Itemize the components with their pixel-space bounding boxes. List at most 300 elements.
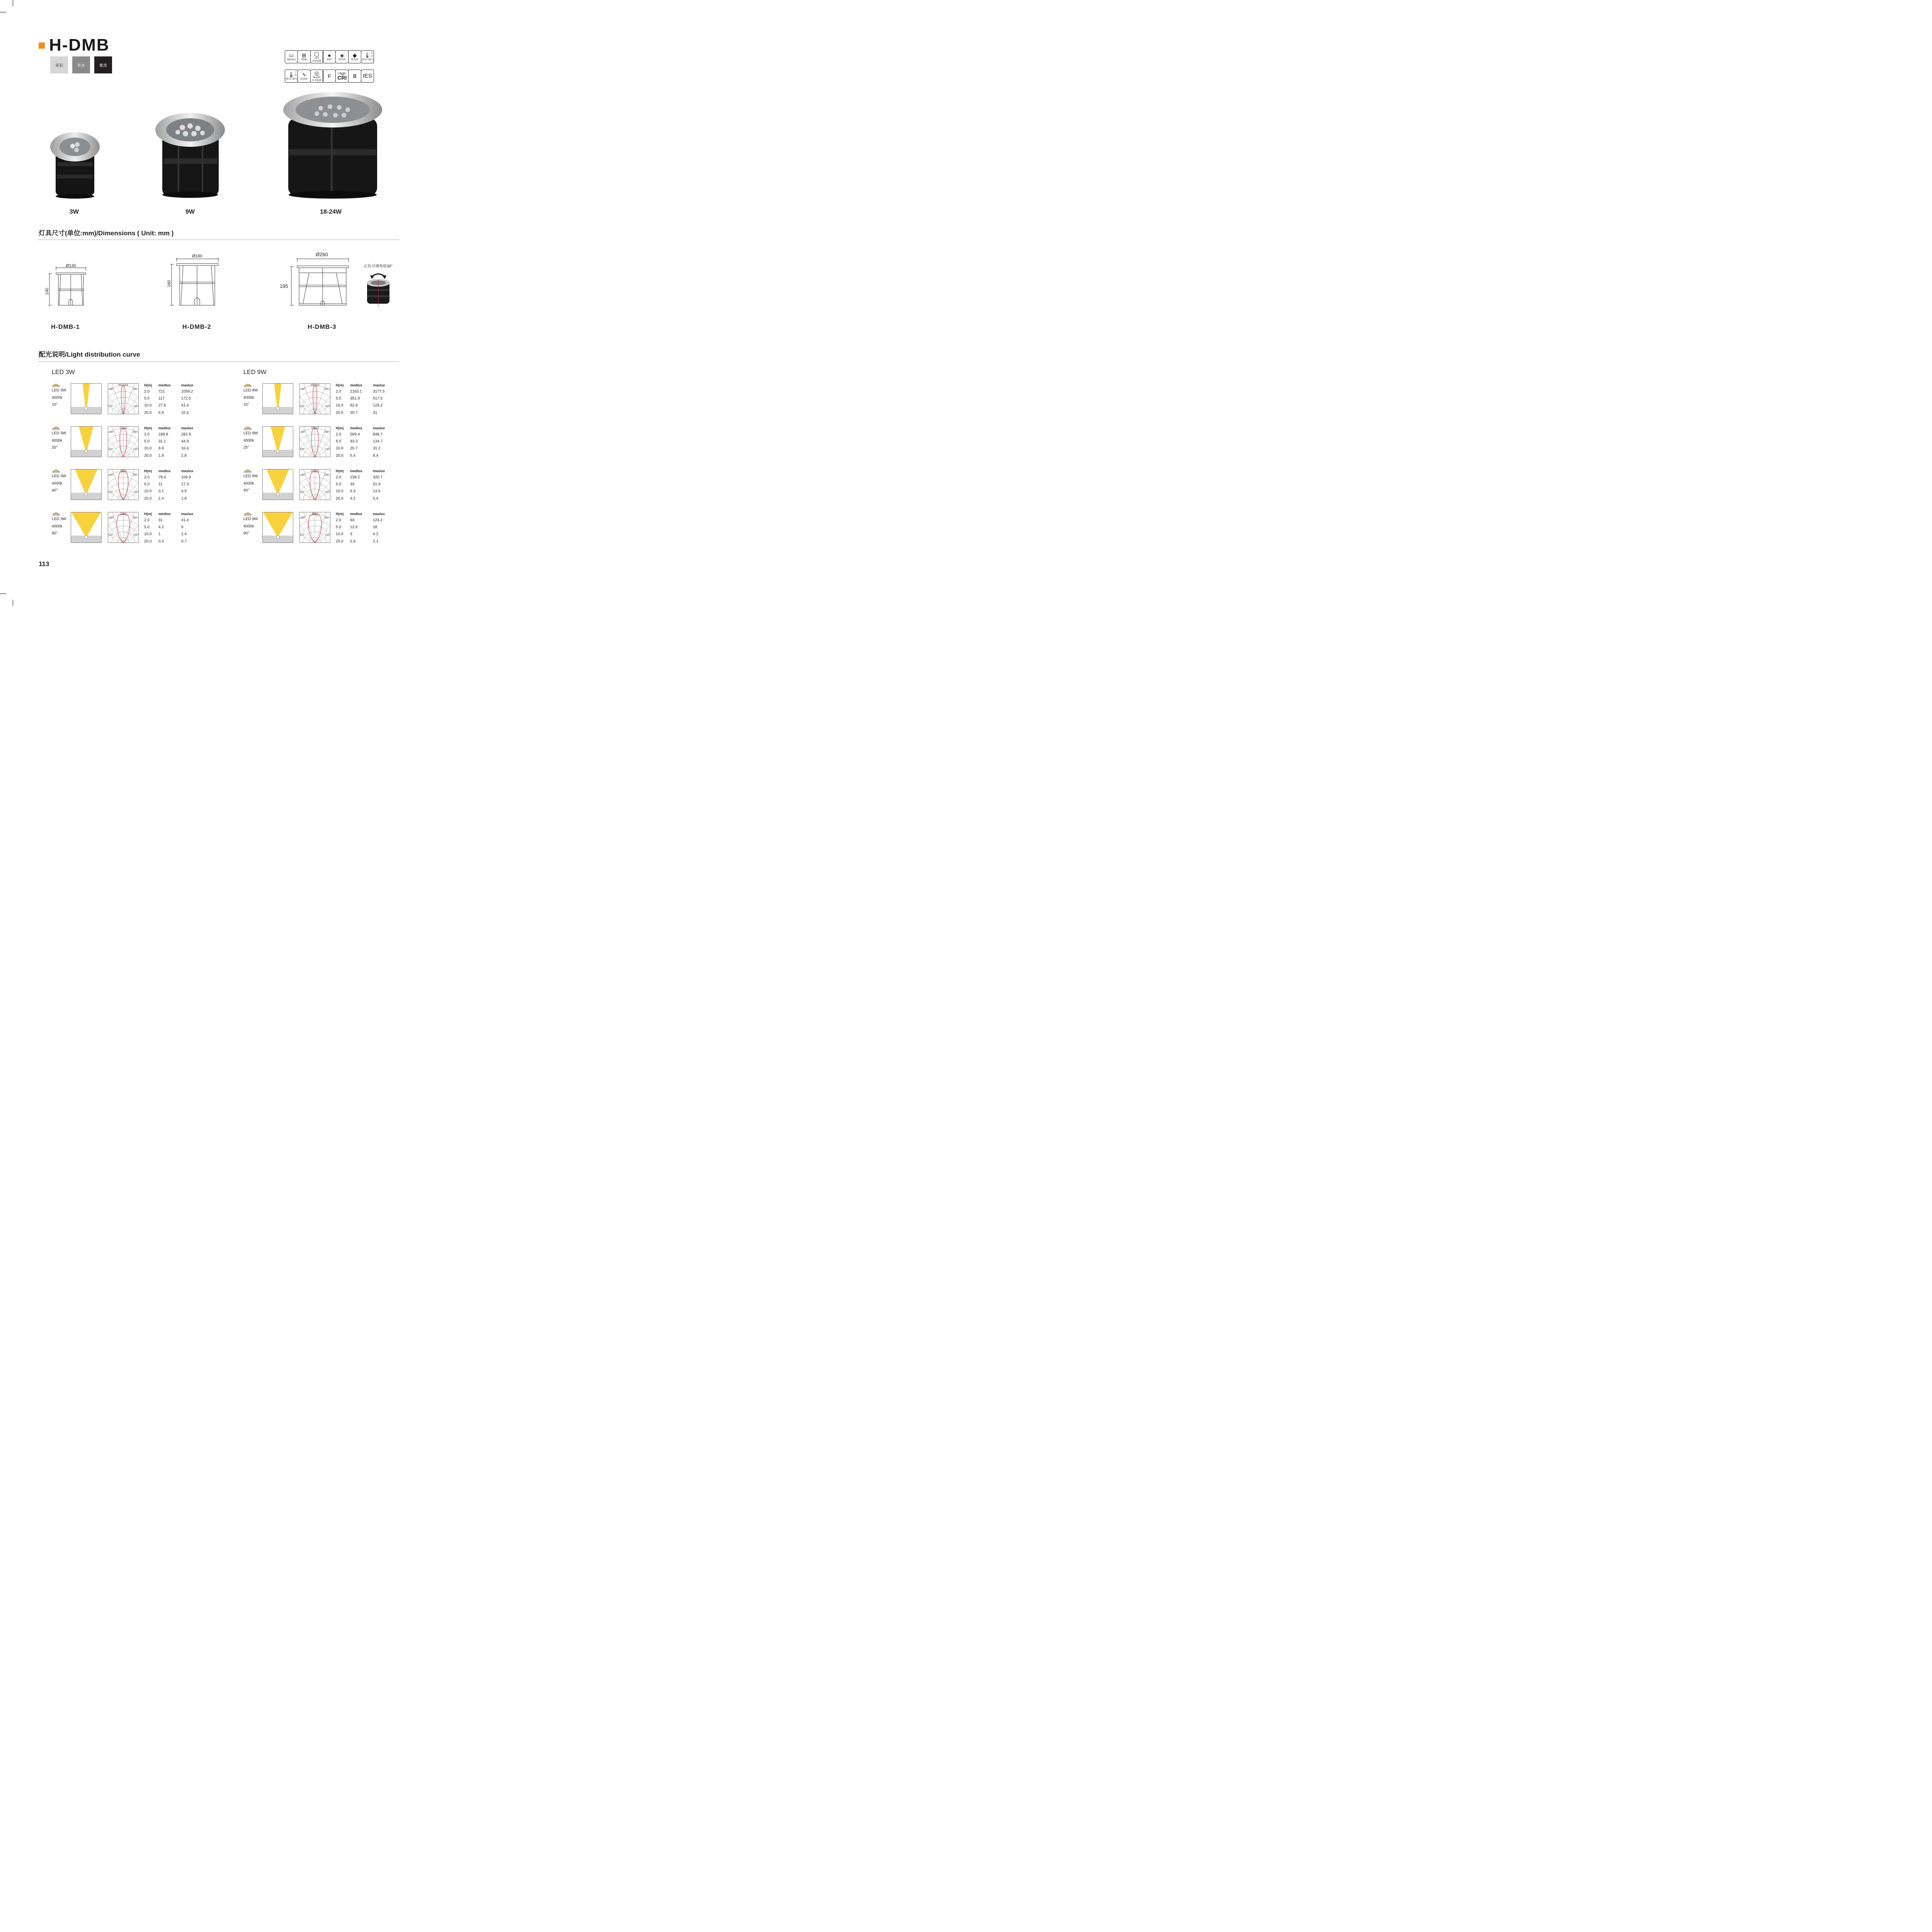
medlux-value: 0.3 [158,539,164,544]
height-value: 2.0 [336,518,341,522]
icon-glyph: ● [328,52,331,58]
column-header: maxlux [181,469,194,473]
column-header: H(m) [144,469,152,473]
maxlux-value: 517.5 [373,396,383,401]
color-swatch [50,56,68,73]
watt-label: 3W [70,209,79,215]
icon-glyph: ▭ [289,52,294,58]
height-value: 5.0 [336,439,341,444]
beam-illustration [262,426,293,457]
table-row [144,531,201,538]
icon-glyph: 🌡 [364,52,371,58]
product-image-3w [49,131,100,199]
table-header-row [336,511,392,517]
color-swatch [72,56,90,73]
icon-glyph: F [328,73,331,79]
lamp-icon [243,512,252,515]
class-iii-icon [348,70,361,83]
spec-model: LED 3W [52,388,66,393]
height-value: 2.0 [144,432,150,437]
column-header: maxlux [373,383,385,387]
icon-glyph: ◆ [352,52,357,58]
height-value: 2.0 [336,432,341,437]
angle-label: 150° [133,517,138,519]
medlux-value: 721 [158,389,165,394]
maxlux-value: 124.2 [373,403,383,408]
high-cri-icon [335,70,349,83]
lightning-icon [298,70,311,83]
height-value: 20.0 [336,453,344,458]
spec-cct: 4000k [52,481,63,486]
column-header: H(m) [144,426,152,430]
height-value: 5.0 [144,525,150,529]
illuminance-table [336,383,392,416]
led-spec [52,516,66,537]
medlux-value: 5.4 [350,453,355,458]
medlux-value: 569.4 [350,432,360,437]
medlux-value: 1.8 [158,453,164,458]
angle-label: 120° [325,534,330,536]
light-distribution-heading: 配光说明/Light distribution curve [39,351,140,358]
icon-label: CRI [337,75,347,81]
maxlux-value: 0.7 [181,539,187,544]
table-header-row [144,425,201,431]
peak-intensity-label: 1121cd [119,427,127,429]
table-header-row [144,468,201,474]
medlux-value: 93.3 [350,439,358,444]
icon-glyph: Ⅲ [353,73,357,79]
polar-curve [108,512,139,543]
icon-label: IP67 [327,58,332,61]
maxlux-value: 8.4 [373,453,378,458]
maxlux-value: 18 [373,525,378,529]
dmx-icon [285,50,298,63]
beam-cone [263,512,293,543]
icon-glyph: ▢ [314,50,320,57]
height-value: 20.0 [144,539,152,544]
table-header-row [336,383,392,388]
dimension-drawing-h-dmb-3 [287,255,351,309]
thermometer-icon [285,70,298,83]
peak-intensity-label: 384cd [311,513,318,515]
table-row [144,445,201,452]
height-value: 20.0 [336,496,344,501]
table-row [336,409,392,416]
thermometer-icon [361,50,374,63]
maxlux-value: 41.4 [181,518,189,522]
color-swatch [94,56,112,73]
table-header-row [336,425,392,431]
table-row [336,524,392,531]
table-row [144,517,201,524]
table-row [336,488,392,495]
icon-label: IES [362,73,372,79]
angle-label: 120° [325,491,330,493]
dimensions-heading: 灯具尺寸(单位:mm)/Dimensions ( Unit: mm ) [39,230,174,237]
column-header: maxlux [373,469,385,473]
height-value: 20.0 [144,453,152,458]
icon-sub-label: High [338,71,346,75]
lamp-icon [52,512,60,515]
product-image-18-24w [282,91,383,199]
angle-label: 150° [109,431,114,434]
angle-label: 150° [301,474,306,476]
watt-label: 18-24W [320,209,342,215]
icon-label: DMX512 [287,58,296,61]
maxlux-value: 1.8 [181,496,187,501]
angle-label: 120° [109,534,114,536]
beam-illustration [262,383,293,414]
table-row [336,438,392,445]
angle-label: 120° [325,448,330,451]
medlux-value: 20.7 [350,410,358,415]
icon-label: DC24V [300,78,308,80]
polar-curve [299,426,330,457]
divider [39,361,399,362]
maxlux-value: 2.8 [181,453,187,458]
spec-angle: 25° [52,446,58,450]
icon-label: 挤压铝 [338,58,346,61]
led-column-title: LED 3W [52,369,75,376]
height-value: 2.0 [336,389,341,394]
medlux-value: 2163.1 [350,389,362,394]
spec-model: LED 3W [52,431,66,435]
spec-model: LED 9W [243,388,258,393]
height-value: 10.0 [144,446,152,451]
swatch-label: 雅黑 [99,63,107,68]
spec-angle: 40° [52,488,58,493]
led-spec [243,473,258,495]
medlux-value: 9.3 [350,489,355,494]
angle-label: 120° [133,491,138,493]
spec-cct: 4000k [243,481,254,486]
beam-cone [71,427,101,457]
beam-illustration [262,469,293,500]
table-row [144,388,201,395]
maxlux-value: 6 [181,525,184,529]
title-marker [39,43,45,49]
medlux-value: 12.6 [350,525,358,529]
ies-icon [361,70,374,83]
height-value: 10.0 [144,532,152,537]
column-header: maxlux [181,512,194,516]
medlux-value: 6.9 [158,446,164,451]
angle-label: 120° [109,491,114,493]
table-row [336,481,392,488]
height-value: 10.0 [336,403,344,408]
table-row [336,495,392,502]
spec-cct: 4000k [243,395,254,400]
led-spec [243,387,258,409]
beam-illustration [71,383,102,414]
table-row [144,481,201,488]
icon-sub-label: NLQST [313,76,321,79]
medlux-value: 1 [158,532,161,537]
peak-intensity-label: 1035cd [311,470,319,472]
height-value: 20.0 [144,410,152,415]
icon-label: -25°C~50°C [361,58,374,61]
column-header: medlux [158,512,171,516]
angle-label: 150° [324,474,329,476]
column-header: H(m) [144,383,152,387]
illuminance-table [144,511,201,545]
table-row [336,402,392,409]
medlux-value: 11 [158,482,163,486]
table-row [144,452,201,459]
page-title: H-DMB [49,36,110,54]
height-value: 10.0 [144,403,152,408]
height-value: 10.0 [336,489,344,494]
model-name: H-DMB-2 [182,324,211,330]
polar-curve [108,426,139,457]
watt-label: 9W [185,209,195,215]
medlux-value: 33 [350,482,355,486]
table-row [336,531,392,538]
height-value: 2.0 [144,389,150,394]
maxlux-value: 10.4 [181,446,189,451]
angle-label: 150° [109,474,114,476]
maxlux-value: 1.4 [181,532,187,537]
tilt-note: 正负可调角度30° [364,264,393,269]
icon-glyph: ⊞ [301,52,306,58]
table-row [336,395,392,402]
beam-cone [263,427,293,457]
beam-cone [71,512,101,543]
spec-angle: 10° [243,403,250,407]
table-row [144,409,201,416]
medlux-value: 20.7 [350,446,358,451]
table-row [336,452,392,459]
maxlux-value: 44.9 [181,439,189,444]
column-header: H(m) [336,469,344,473]
beam-illustration [71,426,102,457]
table-row [144,474,201,481]
icon-glyph: 🌡 [288,71,295,78]
spec-cct: 4000k [52,524,63,529]
peak-intensity-label: 4312.5cd [118,384,128,386]
spec-cct: 4000k [243,438,254,443]
icon-label: 安全检测 [312,79,321,82]
beam-cone [263,469,293,500]
height-value: 5.0 [336,396,341,401]
angle-label: 120° [133,448,138,451]
maxlux-value: 10.4 [181,410,189,415]
rdm-icon [298,50,311,63]
diameter-label: Ø160 [192,254,202,259]
swatch-label: 铁灰 [77,63,85,68]
model-name: H-DMB-3 [308,324,337,330]
medlux-value: 93 [350,518,355,522]
height-value: 5.0 [144,439,150,444]
table-row [144,402,201,409]
angle-label: 120° [109,405,114,408]
lamp-icon [52,469,60,473]
angle-label: 150° [324,517,329,519]
table-row [144,495,201,502]
icon-label: 银灰黑 [351,58,358,61]
height-value: 10.0 [336,446,344,451]
peak-intensity-label: 128cd [120,513,127,515]
angle-label: 120° [133,534,138,536]
diameter-label: Ø130 [66,264,76,268]
beam-illustration [262,512,293,543]
table-row [336,517,392,524]
f-mark-icon [323,70,336,83]
maxlux-value: 41.4 [181,403,189,408]
maxlux-value: 17.3 [181,482,189,486]
angle-label: 150° [133,431,138,434]
led-spec [52,430,66,452]
illuminance-table [144,468,201,502]
column-header: medlux [350,426,362,430]
lamp-icon [243,426,252,430]
lamp-icon [52,383,60,387]
spec-model: LED 9W [243,474,258,478]
column-header: medlux [350,383,362,387]
column-header: H(m) [336,512,344,516]
icon-sub-label: ≥0.9 [314,57,319,60]
height-value: 5.0 [144,482,150,486]
icon-glyph: ◈ [340,52,344,58]
maxlux-value: 51.9 [373,482,381,486]
maxlux-value: 13.5 [373,489,381,494]
table-row [144,488,201,495]
spec-angle: 60° [52,531,58,536]
angle-label: 120° [300,448,305,451]
spec-angle: 60° [243,531,250,536]
page-number: 113 [39,560,49,568]
illuminance-table [144,425,201,459]
spec-model: LED 9W [243,431,258,435]
height-label: 195 [280,283,288,289]
medlux-value: 79.4 [158,475,166,480]
maxlux-value: 2.1 [373,539,378,544]
tilt-illustration [363,270,393,308]
led-spec [52,473,66,495]
maxlux-value: 4.2 [373,532,378,537]
angle-label: 120° [300,534,305,536]
illuminance-table [336,468,392,502]
led-column-title: LED 9W [243,369,267,376]
spec-model: LED 9W [243,517,258,521]
table-header-row [144,511,201,517]
column-header: maxlux [181,426,194,430]
angle-label: 150° [133,388,138,391]
height-value: 10.0 [336,532,344,537]
icon-label: RDM [301,58,307,61]
angle-label: 150° [109,517,114,519]
angle-label: 150° [324,431,329,434]
height-value: 20.0 [144,496,152,501]
medlux-value: 4.2 [350,496,355,501]
icon-label: 功率因数 [312,60,321,63]
product-image-9w [155,112,226,199]
angle-label: 150° [109,388,114,391]
angle-label: 150° [133,474,138,476]
icon-side-label: 工作 [294,71,297,77]
table-header-row [144,383,201,388]
medlux-value: 3.1 [158,489,164,494]
angle-label: 120° [109,448,114,451]
maxlux-value: 172.5 [181,396,191,401]
icon-label: -35°C~50°C [285,78,298,80]
peak-intensity-label: 15525cd [310,384,320,386]
table-row [144,395,201,402]
lamp-icon [243,383,252,387]
spec-angle: 10° [52,403,58,407]
beam-illustration [71,469,102,500]
maxlux-value: 4.5 [181,489,187,494]
spec-angle: 25° [243,446,250,450]
medlux-value: 6.9 [158,410,164,415]
medlux-value: 238.2 [350,475,360,480]
angle-label: 150° [301,388,306,391]
column-header: medlux [350,469,362,473]
maxlux-value: 134.7 [373,439,383,444]
spec-model: LED 3W [52,474,66,478]
polar-curve [299,383,330,414]
polar-curve [299,469,330,500]
maxlux-value: 3177.5 [373,389,385,394]
height-value: 5.0 [336,482,341,486]
column-header: medlux [350,512,362,516]
angle-label: 120° [300,405,305,408]
maxlux-value: 848.7 [373,432,383,437]
angle-label: 120° [325,405,330,408]
maxlux-value: 106.9 [181,475,191,480]
maxlux-value: 320.7 [373,475,383,480]
maxlux-value: 282.9 [181,432,191,437]
beam-cone [263,384,293,414]
angle-label: 120° [133,405,138,408]
icon-glyph: ◎ [314,70,319,76]
medlux-value: 82.8 [350,403,358,408]
maxlux-value: 5.4 [373,496,378,501]
medlux-value: 1.4 [158,496,164,501]
model-name: H-DMB-1 [51,324,80,330]
column-header: medlux [158,383,171,387]
led-spec [243,430,258,452]
height-value: 20.0 [336,539,344,544]
column-header: H(m) [336,426,344,430]
medlux-value: 189.8 [158,432,168,437]
height-value: 10.0 [144,489,152,494]
power-factor-icon [310,50,323,63]
angle-label: 120° [300,491,305,493]
table-row [144,538,201,545]
spec-cct: 4000k [243,524,254,529]
spec-cct: 4000k [52,438,63,443]
medlux-value: 351.9 [350,396,360,401]
column-header: H(m) [336,383,344,387]
diameter-label: Ø260 [316,252,328,257]
spec-angle: 40° [243,488,250,493]
table-row [336,538,392,545]
height-value: 20.0 [336,410,344,415]
medlux-value: 0.9 [350,539,355,544]
column-header: maxlux [181,383,194,387]
swatch-label: 雾银 [55,63,63,68]
maxlux-value: 1059.2 [181,389,193,394]
table-row [336,474,392,481]
beam-illustration [71,512,102,543]
height-label: 140 [45,287,50,295]
angle-label: 150° [324,388,329,391]
led-spec [243,516,258,537]
beam-cone [71,384,101,414]
medlux-value: 31.1 [158,439,166,444]
led-spec [52,387,66,409]
